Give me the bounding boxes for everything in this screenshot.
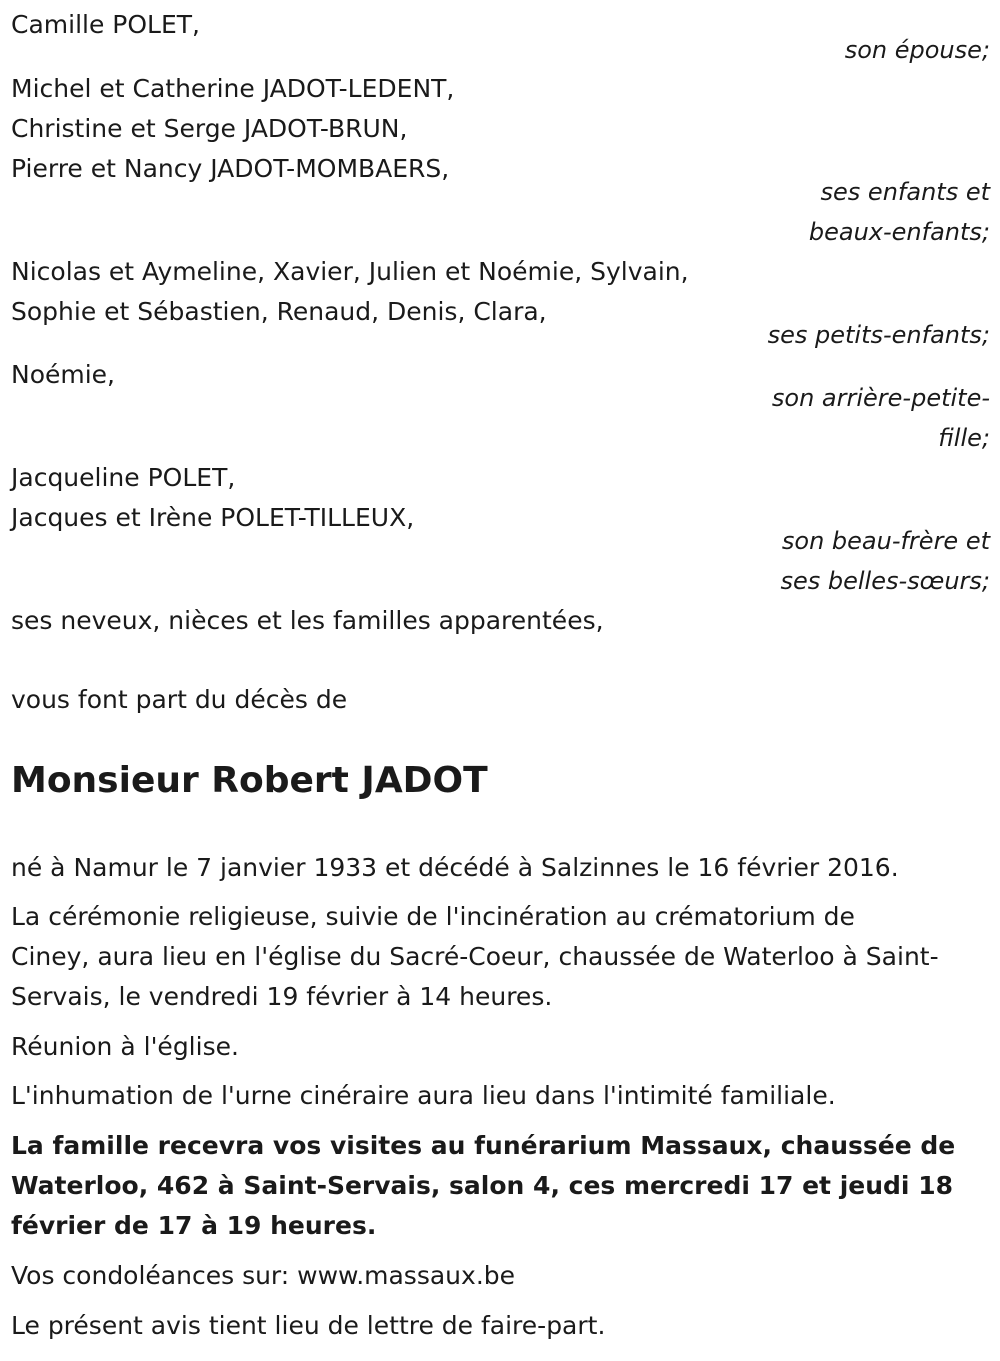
notice-line: Le présent avis tient lieu de lettre de faire-part. <box>11 1311 606 1340</box>
great-grandchild-name: Noémie, <box>11 360 116 389</box>
child-name: Michel et Catherine JADOT-LEDENT, <box>11 74 455 103</box>
grandchildren-names: Nicolas et Aymeline, Xavier, Julien et Noémie, Sylvain, <box>11 257 689 286</box>
visits-line: La famille recevra vos visites au funérarium Massaux, chaussée de <box>11 1131 956 1160</box>
children-relation: beaux-enfants; <box>808 218 990 246</box>
ceremony-line: Servais, le vendredi 19 février à 14 heures. <box>11 982 553 1011</box>
extended-family: ses neveux, nièces et les familles apparentées, <box>11 606 604 635</box>
in-law-name: Jacques et Irène POLET-TILLEUX, <box>11 503 415 532</box>
grandchildren-names: Sophie et Sébastien, Renaud, Denis, Clara, <box>11 297 547 326</box>
in-laws-relation: ses belles-sœurs; <box>780 567 990 595</box>
in-laws-relation: son beau-frère et <box>781 527 990 555</box>
announcement: vous font part du décès de <box>11 685 348 714</box>
spouse-name: Camille POLET, <box>11 10 200 39</box>
great-grandchild-relation: fille; <box>938 424 990 452</box>
spouse-relation: son épouse; <box>844 36 990 64</box>
children-relation: ses enfants et <box>820 178 990 206</box>
birth-death-line: né à Namur le 7 janvier 1933 et décédé à Salzinnes le 16 février 2016. <box>11 853 899 882</box>
burial-line: L'inhumation de l'urne cinéraire aura lieu dans l'intimité familiale. <box>11 1081 836 1110</box>
ceremony-line: La cérémonie religieuse, suivie de l'incinération au crématorium de <box>11 902 855 931</box>
visits-line: Waterloo, 462 à Saint-Servais, salon 4, ces mercredi 17 et jeudi 18 <box>11 1171 953 1200</box>
ceremony-line: Ciney, aura lieu en l'église du Sacré-Coeur, chaussée de Waterloo à Saint- <box>11 942 939 971</box>
deceased-name: Monsieur Robert JADOT <box>11 760 488 801</box>
child-name: Pierre et Nancy JADOT-MOMBAERS, <box>11 154 450 183</box>
grandchildren-relation: ses petits-enfants; <box>767 321 990 349</box>
in-law-name: Jacqueline POLET, <box>11 463 236 492</box>
visits-line: février de 17 à 19 heures. <box>11 1211 377 1240</box>
meeting-line: Réunion à l'église. <box>11 1032 239 1061</box>
great-grandchild-relation: son arrière-petite- <box>771 384 990 412</box>
condolences-line: Vos condoléances sur: www.massaux.be <box>11 1261 516 1290</box>
child-name: Christine et Serge JADOT-BRUN, <box>11 114 408 143</box>
